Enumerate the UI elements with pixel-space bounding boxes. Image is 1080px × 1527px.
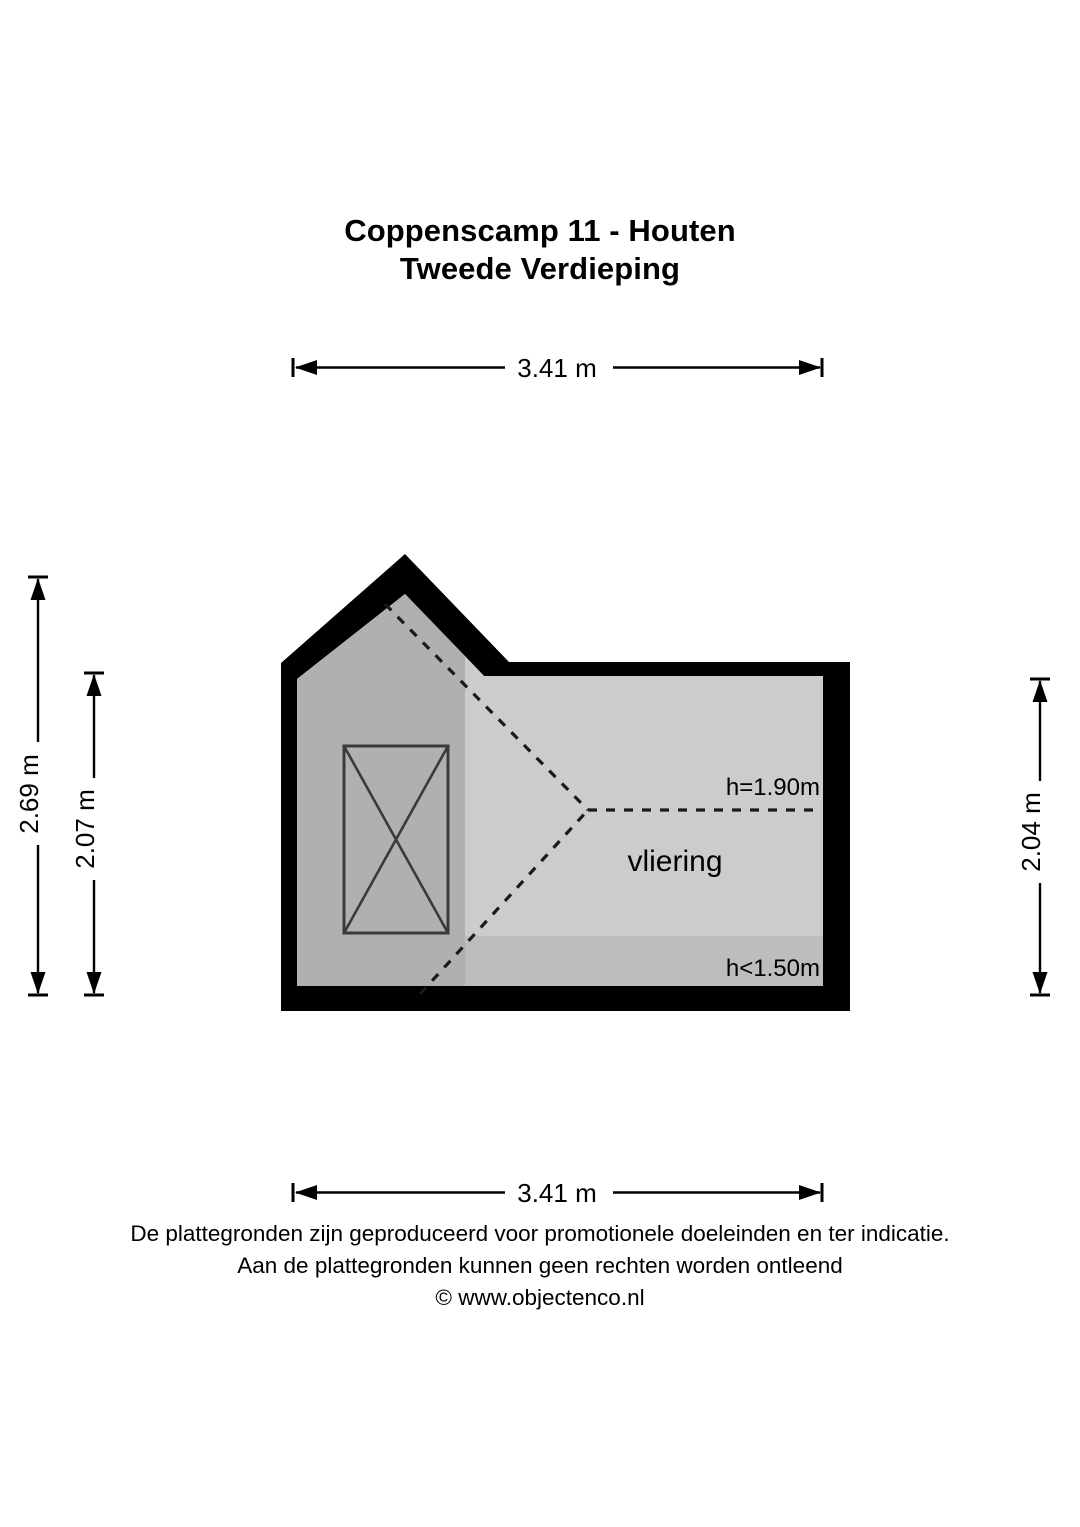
title-address: Coppenscamp 11 - Houten [344, 213, 736, 248]
dimension-left-outer-label: 2.69 m [14, 754, 44, 834]
dimension-right-label: 2.04 m [1016, 792, 1046, 872]
dimension-right [1016, 679, 1050, 995]
dimension-left-inner-label: 2.07 m [70, 789, 100, 869]
dimension-left-outer [14, 577, 48, 995]
dimension-top-label: 3.41 m [517, 353, 597, 383]
dimension-top [293, 353, 822, 383]
ceiling-height-high-label: h=1.90m [725, 774, 820, 801]
dimension-bottom-label: 3.41 m [517, 1178, 597, 1208]
dimension-bottom [293, 1178, 822, 1208]
footer-line-3: © www.objectenco.nl [435, 1285, 645, 1310]
footer-disclaimer [0, 1218, 1080, 1314]
ceiling-height-low-label: h<1.50m [725, 955, 820, 982]
title-floor: Tweede Verdieping [399, 251, 681, 286]
room-label-vliering: vliering [627, 845, 723, 878]
dimension-left-inner [70, 673, 104, 995]
footer-line-2: Aan de plattegronden kunnen geen rechten worden ontleend [237, 1253, 843, 1278]
footer-line-1: De plattegronden zijn geproduceerd voor promotionele doeleinden en ter indicatie. [130, 1221, 950, 1246]
